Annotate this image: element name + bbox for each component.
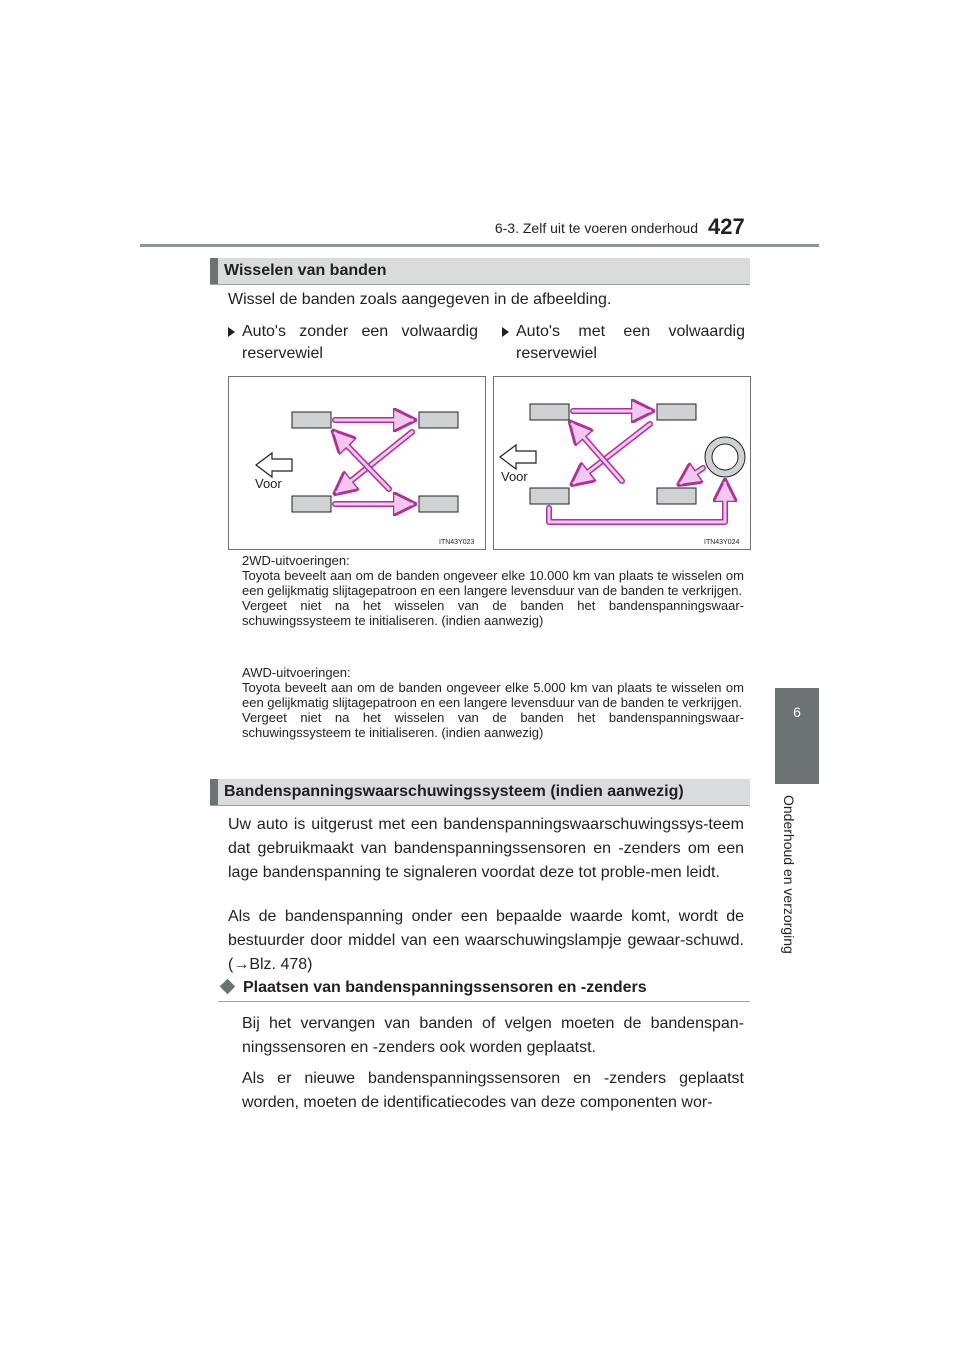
page-reference-arrow-icon: → [233,956,250,973]
tire-rear-right [419,496,458,512]
intro-text: Wissel de banden zoals aangegeven in de afbeelding. [228,291,612,308]
note-awd [242,665,744,740]
subsection-paragraph-1: Bij het vervangen van banden of velgen moeten de bandenspan-ningssensoren en -zenders ook worden geplaatst. [242,1015,744,1056]
variant-label-line2: reservewiel [242,345,323,362]
tire-rear-left [292,496,331,512]
figure-rotation-without-spare [228,376,486,550]
section-title: Bandenspanningswaarschuwingssysteem (indien aanwezig) [224,783,684,800]
note-text: Toyota beveelt aan om de banden ongeveer elke 5.000 km van plaats te wisselen om een gelijkmatig slijtagepatroon en een langere levensduur van de banden te verkrijgen. [242,680,744,710]
section-title: Wisselen van banden [224,262,387,279]
subsection-heading [218,979,750,997]
triangle-bullet-icon [502,327,509,337]
tire-rear-left [530,488,569,504]
section-marker [210,779,218,805]
tire-front-right [419,412,458,428]
tpms-paragraph-2 [228,905,744,977]
header-rule [140,244,819,247]
figure-id: ITN43Y024 [704,539,740,546]
note-2wd [242,553,744,628]
variant-label-line1: Auto's met een volwaardig [516,323,745,340]
note-reminder: Vergeet niet na het wisselen van de banden het bandenspanningswaar-schuwingssysteem te initialiseren. (indien aanwezig) [242,598,744,628]
tire-front-right [657,404,696,420]
diamond-bullet-icon [220,979,236,995]
section-heading-tpms [210,779,750,806]
subsection-paragraph-2: Als er nieuwe bandenspanningssensoren en -zenders geplaatst worden, moeten de identificatiecodes van deze componenten wor- [242,1070,744,1111]
front-label: Voor [501,469,528,484]
chapter-title: Onderhoud en verzorging [781,795,797,954]
note-text: Toyota beveelt aan om de banden ongeveer elke 10.000 km van plaats te wisselen om een gelijkmatig slijtagepatroon en een langere levensduur van de banden te verkrijgen. [242,568,744,598]
tire-front-left [530,404,569,420]
triangle-bullet-icon [228,327,235,337]
front-direction-arrow-icon [500,445,536,469]
chapter-number: 6 [793,704,801,720]
variant-with-spare [502,321,745,365]
section-heading-tire-rotation [210,258,750,285]
figure-rotation-with-spare [493,376,751,550]
figure-id: ITN43Y023 [439,539,475,546]
subsection-rule [218,1001,750,1002]
variant-label-line1: Auto's zonder een volwaardig [242,323,478,340]
note-heading: 2WD-uitvoeringen: [242,553,350,568]
tire-rear-right [657,488,696,504]
page-reference-link[interactable]: Blz. 478) [249,956,313,973]
tpms-paragraph-1: Uw auto is uitgerust met een bandenspanningswaarschuwingssys-teem dat gebruikmaakt van bandenspanningssensoren en -zenders om een lage bandenspanning te signaleren voordat deze tot proble-men leidt. [228,816,744,881]
page-number: 427 [708,214,745,239]
header-section-title: 6-3. Zelf uit te voeren onderhoud [494,220,698,236]
front-label: Voor [255,476,282,491]
front-direction-arrow-icon [256,453,292,477]
tire-front-left [292,412,331,428]
variant-label-line2: reservewiel [516,345,597,362]
paragraph-text: Als de bandenspanning onder een bepaalde waarde komt, wordt de bestuurder door middel van een waarschuwingslampje gewaar-schuwd. ( [228,908,744,973]
subsection-title: Plaatsen van bandenspanningssensoren en -zenders [243,979,647,996]
variant-without-spare [228,321,478,365]
section-marker [210,258,218,284]
spare-tire-icon [705,437,745,477]
rotation-arrows [335,420,412,504]
note-heading: AWD-uitvoeringen: [242,665,351,680]
note-reminder: Vergeet niet na het wisselen van de banden het bandenspanningswaar-schuwingssysteem te initialiseren. (indien aanwezig) [242,710,744,740]
rotation-arrows [549,411,725,522]
